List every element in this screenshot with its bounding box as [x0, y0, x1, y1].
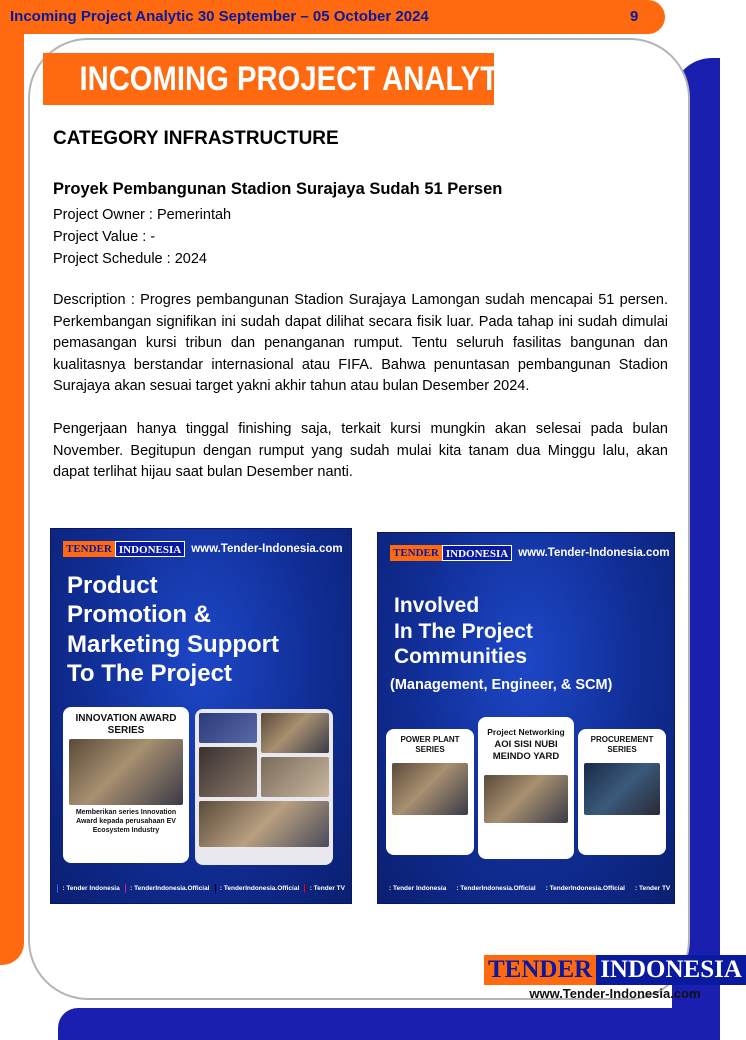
promo2-headline-line: Communities — [394, 645, 528, 669]
promo2-social-bar — [384, 881, 671, 895]
power-plant-photo — [392, 763, 468, 815]
promo2-headline-line: Involved — [394, 594, 480, 617]
innovation-award-card — [63, 707, 189, 863]
logo-indonesia-text: INDONESIA — [115, 541, 185, 557]
promo2-brand-logo — [390, 545, 512, 561]
power-plant-card — [386, 729, 474, 855]
promo-image-communities — [377, 532, 675, 904]
category-heading: CATEGORY INFRASTRUCTURE — [53, 128, 339, 149]
collage-photo — [261, 713, 329, 753]
header-bar — [0, 0, 665, 34]
promo1-social-bar — [57, 881, 345, 895]
networking-title: Project Networking — [487, 727, 565, 737]
project-meta — [53, 204, 668, 270]
tender-indonesia-logo — [484, 955, 746, 1001]
logo-tender-text: TENDER — [484, 955, 596, 985]
social-instagram: : TenderIndonesia.Official — [130, 884, 210, 892]
collage-photo — [199, 747, 257, 797]
social-instagram: : TenderIndonesia.Official — [456, 884, 536, 892]
award-caption: Memberikan series Innovation Award kepada perusahaan EV Ecosystem Industry — [75, 809, 177, 834]
project-schedule: Project Schedule : 2024 — [53, 251, 207, 267]
promo1-logo-row — [63, 541, 343, 557]
promo1-headline-line: Marketing Support — [67, 630, 280, 658]
procurement-card — [578, 729, 666, 855]
promo2-subline: (Management, Engineer, & SCM) — [390, 677, 613, 693]
promo1-headline-line: Product — [67, 572, 158, 599]
promo2-url: www.Tender-Indonesia.com — [518, 547, 670, 559]
bottom-blue-stripe — [58, 1008, 720, 1040]
procurement-title: PROCUREMENT SERIES — [590, 735, 654, 754]
section-banner — [43, 53, 528, 105]
promo1-photo-collage — [195, 709, 333, 865]
award-photo — [69, 739, 183, 805]
promo-image-marketing — [50, 528, 352, 904]
logo-indonesia-text: INDONESIA — [442, 545, 512, 561]
header-title: Incoming Project Analytic 30 September – 05 October 2024 — [10, 8, 429, 25]
social-facebook: : Tender Indonesia — [62, 884, 120, 892]
innovation-award-title: INNOVATION AWARD SERIES — [75, 713, 177, 736]
procurement-photo — [584, 763, 660, 815]
project-title: Proyek Pembangunan Stadion Surajaya Sudah 51 Persen — [53, 180, 503, 198]
networking-subtitle: AOI SISI NUBI MEINDO YARD — [492, 739, 560, 762]
page-number: 9 — [630, 8, 639, 25]
social-youtube: : Tender TV — [309, 884, 345, 892]
logo-tender-text: TENDER — [390, 545, 442, 561]
social-facebook: : Tender Indonesia — [389, 884, 447, 892]
logo-tender-text: TENDER — [63, 541, 115, 557]
project-description-block — [53, 290, 668, 484]
collage-photo — [199, 713, 257, 743]
promo2-headline — [394, 593, 533, 670]
logo-url: www.Tender-Indonesia.com — [529, 986, 701, 1001]
power-plant-title: POWER PLANT SERIES — [400, 735, 460, 754]
project-description: Description : Progres pembangunan Stadion Surajaya Lamongan sudah mencapai 51 persen. Perkembangan signifikan ini sudah dapat dilihat secara fisik luar. Pada tahap ini sudah dimulai pemasangan kursi tribun dan penanganan rumput. Tentu seluruh fasilitas bangunan dan kualitasnya berstandar internasional atau FIFA. Bahwa penuntasan pembangunan Stadion Surajaya akan sesuai target yakni akhir tahun atau bulan Desember 2024. — [53, 292, 668, 394]
social-tiktok: : TenderIndonesia.Official — [545, 884, 625, 892]
promo1-headline — [67, 571, 279, 688]
promo2-headline-line: In The Project — [394, 619, 533, 643]
social-tiktok: : TenderIndonesia.Official — [219, 884, 300, 892]
left-orange-stripe — [0, 0, 24, 965]
project-value: Project Value : - — [53, 229, 156, 245]
social-youtube: : Tender TV — [635, 884, 671, 892]
collage-photo — [199, 801, 329, 847]
promo1-headline-line: Promotion & — [67, 601, 211, 629]
project-owner: Project Owner : Pemerintah — [53, 207, 232, 223]
promo2-logo-row — [390, 545, 670, 561]
promo1-url: www.Tender-Indonesia.com — [191, 543, 343, 555]
promo1-headline-line: To The Project — [67, 659, 232, 687]
project-networking-card — [478, 717, 574, 859]
project-paragraph-2: Pengerjaan hanya tinggal finishing saja, terkait kursi mungkin akan selesai pada bulan November. Begitupun dengan rumput yang sudah mulai kita tanam dua Minggu lalu, akan dapat terlihat hijau saat bulan Desember nanti. — [53, 421, 668, 480]
logo-indonesia-text: INDONESIA — [596, 955, 746, 985]
logo-wordmark — [484, 955, 746, 985]
promo1-brand-logo — [63, 541, 185, 557]
banner-title: INCOMING PROJECT ANALYTIC — [79, 60, 528, 98]
networking-photo — [484, 775, 568, 823]
collage-photo — [261, 757, 329, 797]
